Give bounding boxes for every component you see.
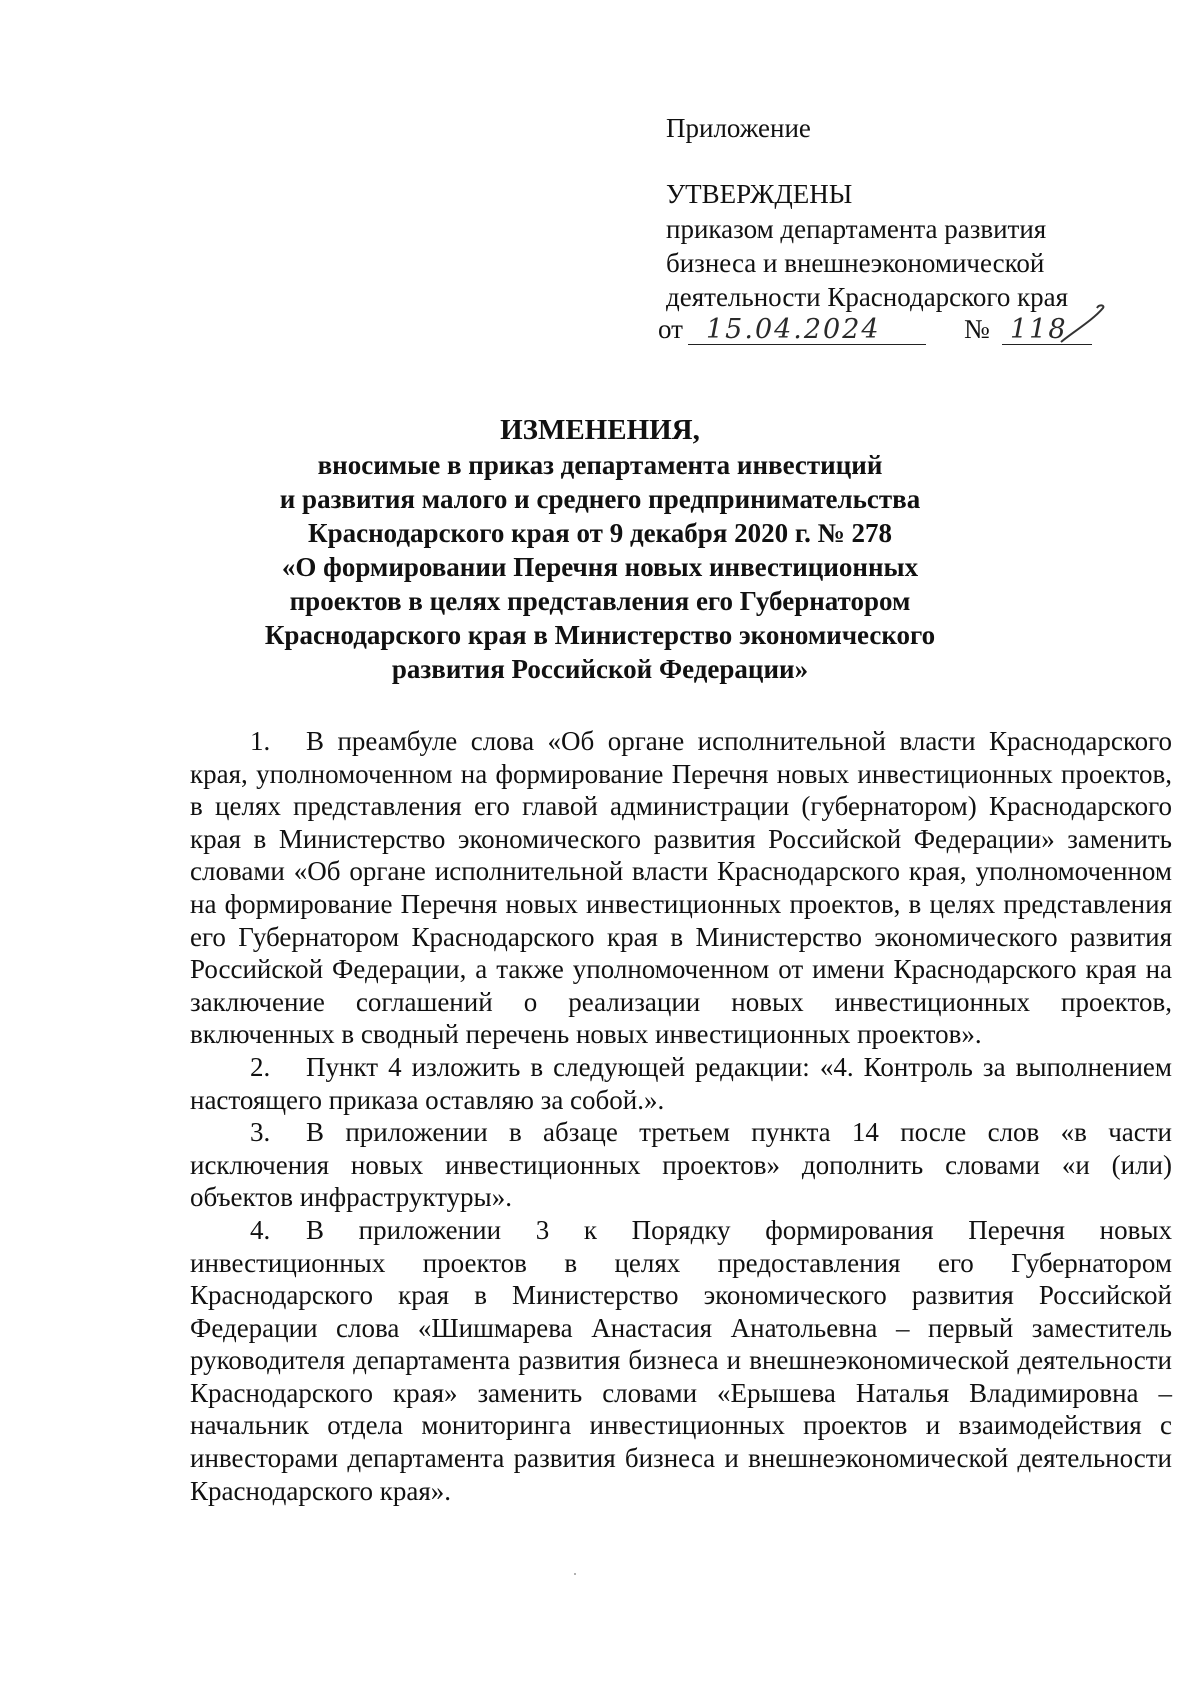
title-line: Краснодарского края от 9 декабря 2020 г. № 278 — [308, 518, 892, 548]
title-line: вносимые в приказ департамента инвестиций — [317, 450, 883, 480]
order-line: деятельности Краснодарского края — [666, 282, 1069, 312]
document-title — [150, 412, 1050, 686]
order-line: бизнеса и внешнеэкономической — [666, 248, 1045, 278]
document-body — [190, 725, 1172, 1507]
paragraph-4 — [190, 1214, 1172, 1507]
handwritten-date: 15.04.2024 — [706, 314, 881, 345]
paragraph-number: 4. — [250, 1214, 271, 1245]
handwritten-stroke — [1053, 302, 1113, 346]
paragraph-text: В приложении в абзаце третьем пункта 14 после слов «в части исключения новых инвестиционных проектов» дополнить словами «и (или) объектов инфраструктуры». — [190, 1117, 1172, 1213]
scan-speck — [574, 1573, 576, 1575]
title-line: развития Российской Федерации» — [391, 654, 809, 684]
title-line: Краснодарского края в Министерство экономического — [264, 620, 936, 650]
paragraph-number: 2. — [250, 1051, 271, 1082]
order-description — [666, 213, 1106, 315]
handwritten-number: 118 — [1010, 314, 1068, 345]
paragraph-text: Пункт 4 изложить в следующей редакции: «4. Контроль за выполнением настоящего приказа оставляю за собой.». — [190, 1051, 1172, 1115]
order-line: приказом департамента развития — [666, 214, 1047, 244]
paragraph-text: В приложении 3 к Порядку формирования Перечня новых инвестиционных проектов в целях предоставления его Губернатором Краснодарского края в Министерство экономического развития Российской Федерации слова «Шишмарева Анастасия Анатольевна – первый заместитель руководителя департамента развития бизнеса и внешнеэкономической деятельности Краснодарского края» заменить словами «Ерышева Наталья Владимировна – начальник отдела мониторинга инвестиционных проектов и взаимодействия с инвесторами департамента развития бизнеса и внешнеэкономической деятельности Краснодарского края». — [190, 1214, 1172, 1506]
title-heading: ИЗМЕНЕНИЯ, — [500, 414, 700, 446]
from-label: от — [658, 314, 683, 344]
paragraph-text: В преамбуле слова «Об органе исполнительной власти Краснодарского края, уполномоченном на формирование Перечня новых инвестиционных проектов, в целях представления его главой администрации (губернатором) Краснодарского края в Министерство экономического развития Российской Федерации» заменить словами «Об органе исполнительной власти Краснодарского края, уполномоченном на формирование Перечня новых инвестиционных проектов, в целях представления его Губернатором Краснодарского края в Министерство экономического развития Российской Федерации, а также уполномоченном от имени Краснодарского края на заключение соглашений о реализации новых инвестиционных проектов, включенных в сводный перечень новых инвестиционных проектов». — [190, 726, 1172, 1050]
title-line: проектов в целях представления его Губернатором — [289, 586, 911, 616]
number-label: № — [964, 314, 990, 344]
appendix-label: Приложение — [666, 113, 811, 143]
title-line: и развития малого и среднего предпринимательства — [279, 484, 921, 514]
order-date-number-row — [658, 308, 1098, 348]
paragraph-2 — [190, 1051, 1172, 1116]
approved-label: УТВЕРЖДЕНЫ — [666, 179, 853, 209]
paragraph-number: 3. — [250, 1117, 271, 1148]
paragraph-3 — [190, 1116, 1172, 1214]
title-line: «О формировании Перечня новых инвестиционных — [281, 552, 919, 582]
paragraph-1 — [190, 725, 1172, 1051]
paragraph-number: 1. — [250, 726, 271, 756]
